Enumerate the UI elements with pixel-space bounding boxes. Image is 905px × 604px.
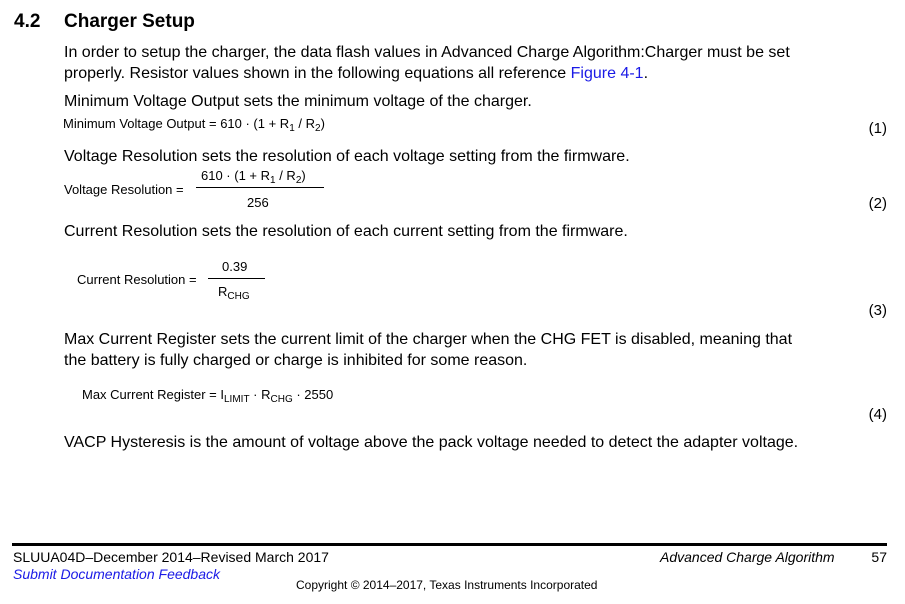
eq3-description: Current Resolution sets the resolution of each current setting from the firmware.	[64, 223, 628, 240]
eq2-fraction-bar	[196, 187, 324, 188]
eq1-formula	[63, 116, 325, 134]
eq1-rhs: $610 \cdot (1 + R_1 / R_2)$	[220, 116, 325, 134]
eq3-lhs: Current Resolution =	[77, 272, 197, 287]
intro-line-2	[64, 63, 790, 84]
section-number: 4.2	[14, 11, 41, 32]
eq1-lhs: Minimum Voltage Output =	[63, 116, 217, 131]
eq2-lhs: Voltage Resolution =	[64, 182, 184, 197]
footer-chapter: Advanced Charge Algorithm	[660, 549, 835, 565]
footer-page-number: 57	[871, 549, 887, 565]
intro-line-2-text: properly. Resistor values shown in the following equations all reference	[64, 65, 571, 82]
eq3-numerator: 0.39	[222, 259, 248, 274]
eq2-number: (2)	[868, 195, 887, 212]
eq3-fraction	[208, 258, 268, 304]
eq4-description-line-2: the battery is fully charged or charge is inhibited for some reason.	[64, 352, 528, 369]
vacp-paragraph: VACP Hysteresis is the amount of voltage above the pack voltage needed to detect the adapter voltage.	[64, 434, 799, 451]
footer-doc-id: SLUUA04D–December 2014–Revised March 2017	[13, 549, 329, 565]
eq4-formula	[82, 387, 333, 405]
figure-4-1-link[interactable]: Figure 4-1	[570, 65, 644, 82]
eq2-denominator: 256	[247, 195, 269, 210]
eq3-denominator: $R_{CHG}$	[218, 284, 250, 302]
intro-line-2-end: .	[643, 65, 649, 82]
eq2-numerator: $610 \cdot (1 + R_1 / R_2)$	[201, 168, 306, 186]
eq4-description-line-1: Max Current Register sets the current limit of the charger when the CHG FET is disabled, meaning that	[64, 331, 793, 348]
eq4-lhs: Max Current Register =	[82, 387, 217, 402]
intro-paragraph	[64, 42, 790, 84]
eq3-fraction-bar	[208, 278, 265, 279]
eq2-description: Voltage Resolution sets the resolution of each voltage setting from the firmware.	[64, 148, 630, 165]
eq4-rhs: $I_{LIMIT} \cdot R_{CHG} \cdot 2550$	[220, 387, 334, 405]
section-title: Charger Setup	[64, 11, 195, 32]
submit-feedback-link[interactable]: Submit Documentation Feedback	[13, 566, 220, 582]
intro-line-1: In order to setup the charger, the data flash values in Advanced Charge Algorithm:Charger must be set	[64, 44, 790, 61]
eq4-description	[64, 329, 792, 371]
eq1-description: Minimum Voltage Output sets the minimum voltage of the charger.	[64, 93, 532, 110]
footer-copyright: Copyright © 2014–2017, Texas Instruments Incorporated	[296, 578, 598, 592]
eq3-number: (3)	[868, 302, 887, 319]
eq1-number: (1)	[868, 120, 887, 137]
eq2-fraction	[196, 168, 326, 214]
footer-rule	[12, 543, 887, 546]
eq4-number: (4)	[868, 406, 887, 423]
